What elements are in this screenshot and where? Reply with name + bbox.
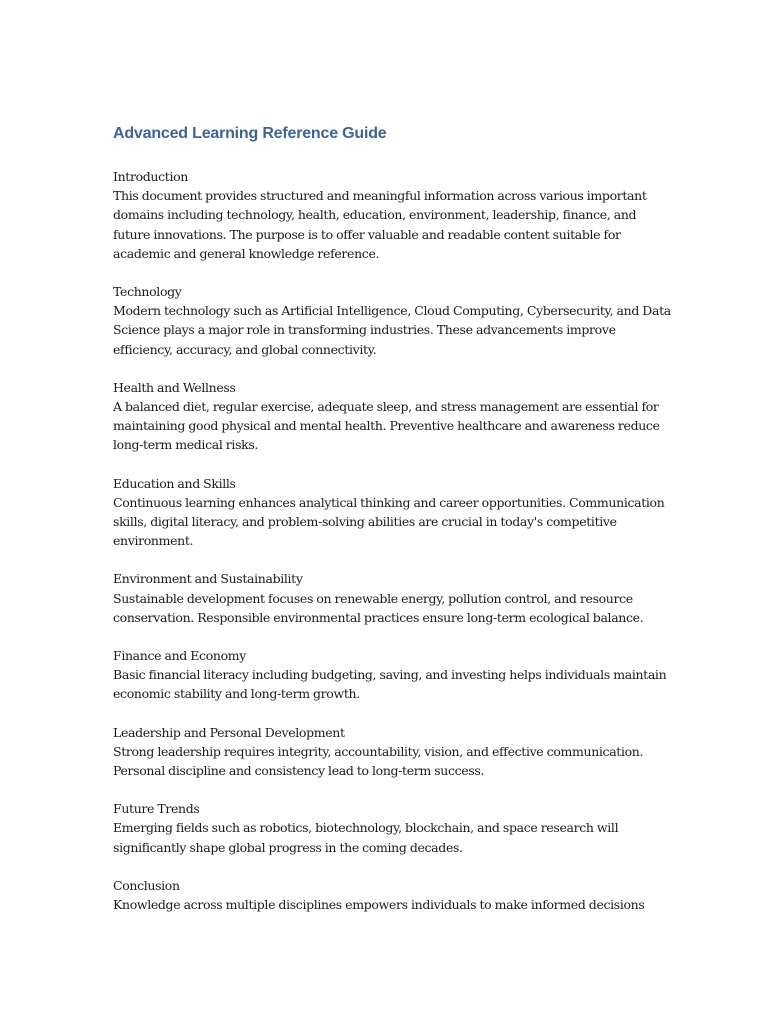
section-text-line: academic and general knowledge reference. xyxy=(113,245,380,261)
section-text-line: Modern technology such as Artificial Intelligence, Cloud Computing, Cybersecurity, and Data xyxy=(113,303,671,319)
document-body xyxy=(113,167,671,914)
section-text-line: significantly shape global progress in the coming decades. xyxy=(113,839,463,855)
section-text-line: long-term medical risks. xyxy=(113,437,259,453)
section-text-line: maintaining good physical and mental health. Preventive healthcare and awareness reduce xyxy=(113,418,660,434)
section-text-line: Personal discipline and consistency lead to long-term success. xyxy=(113,763,485,779)
section-text-line: economic stability and long-term growth. xyxy=(113,686,360,702)
section-health-and-wellness xyxy=(113,378,668,455)
section-finance-and-economy xyxy=(113,646,668,704)
section-text-line: Continuous learning enhances analytical thinking and career opportunities. Communication xyxy=(113,494,665,510)
section-technology xyxy=(113,282,671,359)
section-text-line: skills, digital literacy, and problem-solving abilities are crucial in today's competitive xyxy=(113,514,617,530)
section-heading: Conclusion xyxy=(113,877,180,893)
section-text-line: Basic financial literacy including budgeting, saving, and investing helps individuals maintain xyxy=(113,667,667,683)
section-text-line: future innovations. The purpose is to offer valuable and readable content suitable for xyxy=(113,226,621,242)
section-text-line: efficiency, accuracy, and global connectivity. xyxy=(113,341,377,357)
section-education-and-skills xyxy=(113,474,668,551)
section-text-line: Emerging fields such as robotics, biotechnology, blockchain, and space research will xyxy=(113,820,619,836)
section-heading: Future Trends xyxy=(113,801,200,817)
section-leadership-and-personal-development xyxy=(113,723,668,781)
section-text-line: Knowledge across multiple disciplines empowers individuals to make informed decisions xyxy=(113,897,645,913)
section-future-trends xyxy=(113,799,668,857)
section-text-line: Sustainable development focuses on renewable energy, pollution control, and resource xyxy=(113,590,633,606)
section-text-line: domains including technology, health, education, environment, leadership, finance, and xyxy=(113,207,637,223)
section-introduction xyxy=(113,167,668,263)
section-text-line: This document provides structured and meaningful information across various important xyxy=(113,188,647,204)
section-text-line: conservation. Responsible environmental practices ensure long-term ecological balance. xyxy=(113,609,644,625)
section-heading: Finance and Economy xyxy=(113,648,246,664)
section-text-line: A balanced diet, regular exercise, adequate sleep, and stress management are essential for xyxy=(113,399,659,415)
section-text-line: environment. xyxy=(113,533,194,549)
section-environment-and-sustainability xyxy=(113,569,668,627)
section-text-line: Strong leadership requires integrity, accountability, vision, and effective communication. xyxy=(113,743,644,759)
section-heading: Introduction xyxy=(113,169,188,184)
section-text-line: Science plays a major role in transforming industries. These advancements improve xyxy=(113,322,616,338)
section-heading: Environment and Sustainability xyxy=(113,571,303,587)
section-heading: Leadership and Personal Development xyxy=(113,724,345,740)
section-heading: Technology xyxy=(113,284,182,300)
section-conclusion xyxy=(113,876,668,914)
section-heading: Health and Wellness xyxy=(113,379,236,395)
section-heading: Education and Skills xyxy=(113,475,236,491)
document-title: Advanced Learning Reference Guide xyxy=(113,125,387,142)
